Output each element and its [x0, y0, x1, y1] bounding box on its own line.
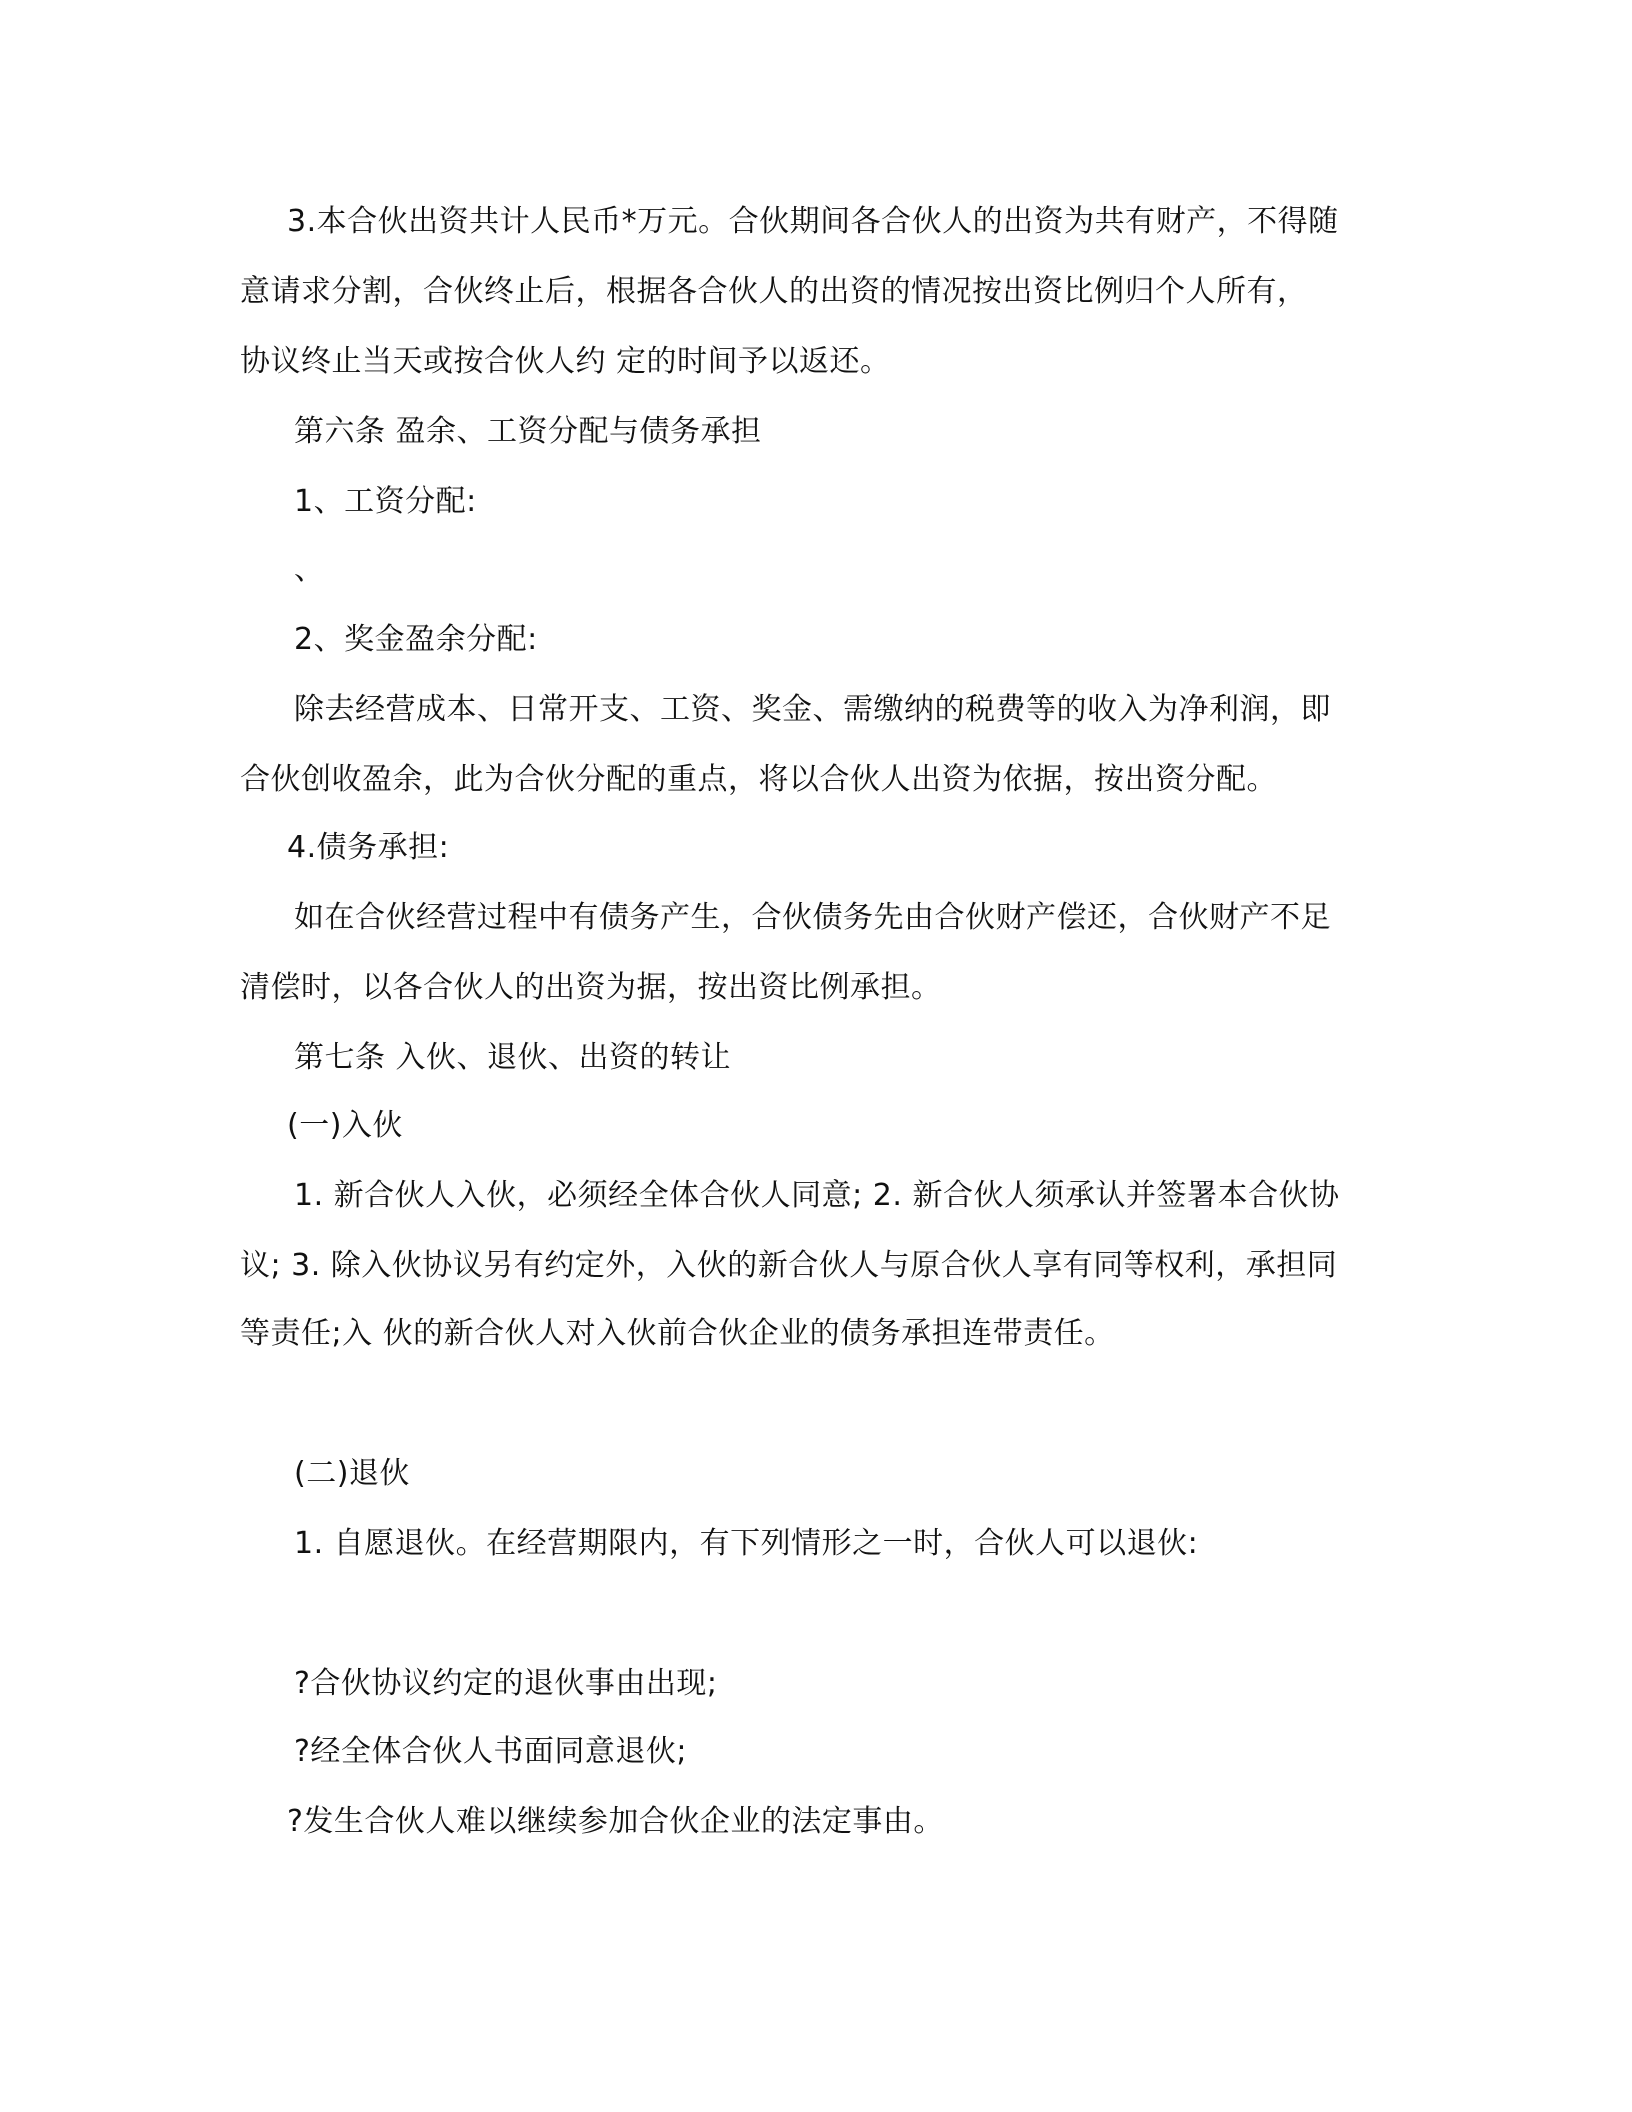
join-heading: (一)入伙 — [287, 1108, 403, 1143]
debt-para-line-2: 清偿时，以各合伙人的出资为据，按出资比例承担。 — [240, 970, 942, 1005]
withdraw-item: ?合伙协议约定的退伙事由出现; — [294, 1666, 718, 1701]
capital-para-line-2: 意请求分割，合伙终止后，根据各合伙人的出资的情况按出资比例归个人所有， — [240, 274, 1308, 309]
article-7-heading: 第七条 入伙、退伙、出资的转让 — [294, 1040, 732, 1075]
withdraw-item: ?经全体合伙人书面同意退伙; — [294, 1734, 688, 1769]
wage-blank-line: 、 — [294, 552, 325, 587]
voluntary-withdraw-line: 1. 自愿退伙。在经营期限内，有下列情形之一时，合伙人可以退伙: — [294, 1526, 1199, 1561]
debt-para-line-1: 如在合伙经营过程中有债务产生，合伙债务先由合伙财产偿还，合伙财产不足 — [294, 900, 1331, 935]
join-para-line-2: 议; 3. 除入伙协议另有约定外，入伙的新合伙人与原合伙人享有同等权利，承担同 — [240, 1248, 1338, 1283]
capital-para-line-3: 协议终止当天或按合伙人约 定的时间予以返还。 — [240, 344, 891, 379]
join-para-line-1: 1. 新合伙人入伙，必须经全体合伙人同意; 2. 新合伙人须承认并签署本合伙协 — [294, 1178, 1340, 1213]
wage-heading: 1、工资分配: — [294, 484, 477, 519]
capital-para-line-1: 3.本合伙出资共计人民币*万元。合伙期间各合伙人的出资为共有财产，不得随 — [287, 204, 1339, 239]
join-para-line-3: 等责任;入 伙的新合伙人对入伙前合伙企业的债务承担连带责任。 — [240, 1316, 1115, 1351]
bonus-heading: 2、奖金盈余分配: — [294, 622, 538, 657]
bonus-para-line-1: 除去经营成本、日常开支、工资、奖金、需缴纳的税费等的收入为净利润，即 — [294, 692, 1331, 727]
withdraw-heading: (二)退伙 — [294, 1456, 410, 1491]
debt-heading: 4.债务承担: — [287, 830, 450, 865]
bonus-para-line-2: 合伙创收盈余，此为合伙分配的重点，将以合伙人出资为依据，按出资分配。 — [240, 762, 1277, 797]
article-6-heading: 第六条 盈余、工资分配与债务承担 — [294, 414, 762, 449]
withdraw-item: ?发生合伙人难以继续参加合伙企业的法定事由。 — [287, 1804, 944, 1839]
